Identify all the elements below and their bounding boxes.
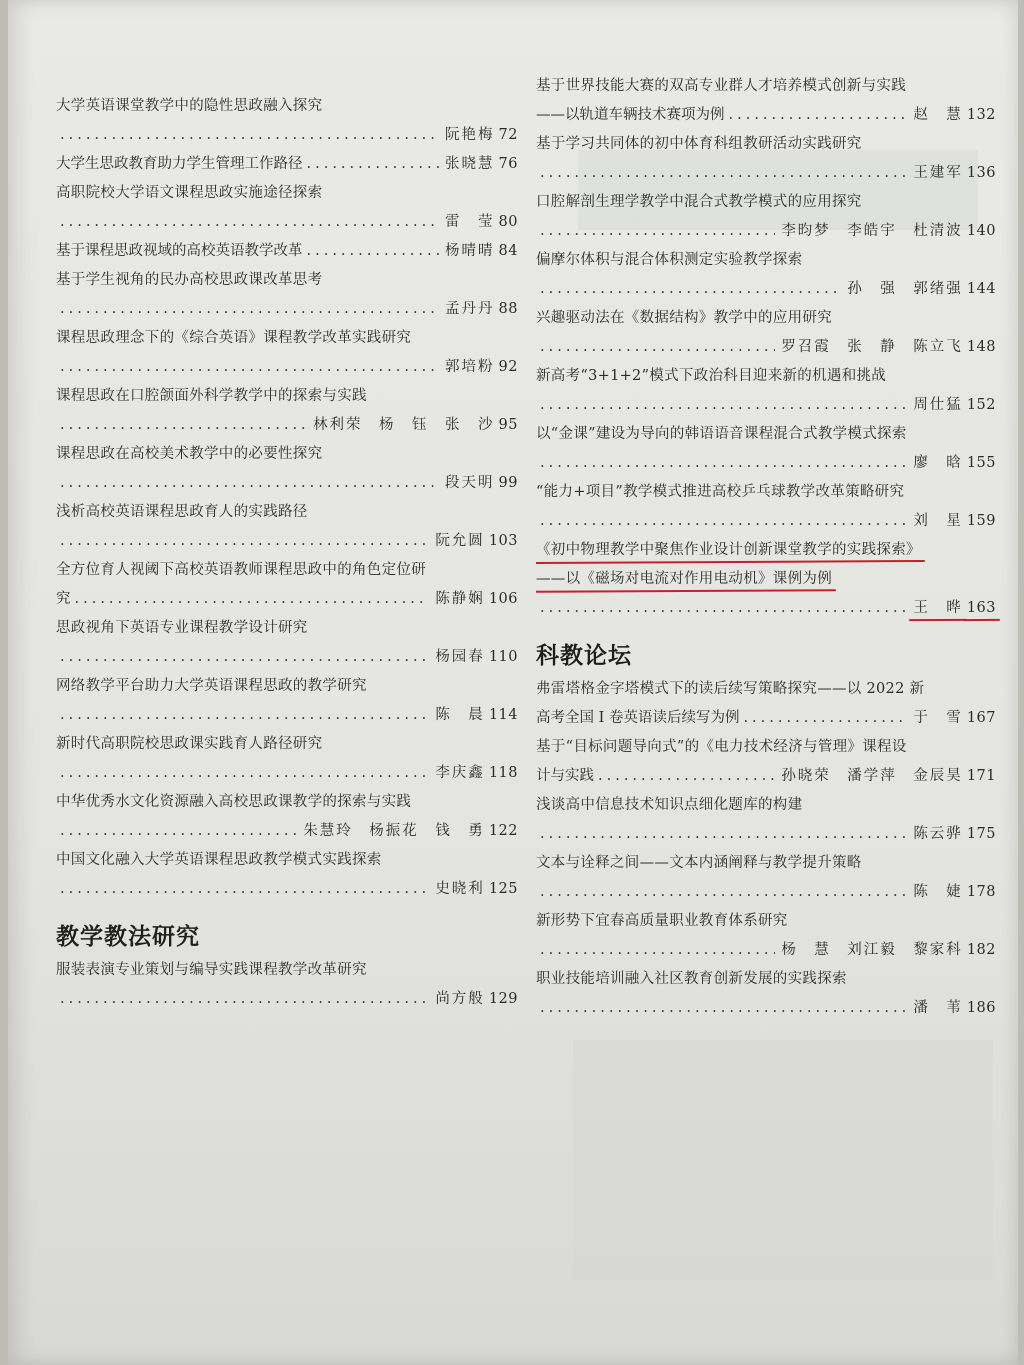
leader-dots <box>540 217 775 246</box>
leader-dots <box>540 994 907 1023</box>
toc-entry[interactable] <box>56 382 518 440</box>
toc-entry-author: 陈 婕 <box>913 884 963 900</box>
toc-entry-author: 段天明 <box>445 475 495 491</box>
toc-entry-page: 129 <box>488 991 518 1007</box>
toc-entry-page: 132 <box>966 107 996 123</box>
leader-dots <box>60 701 429 730</box>
toc-entry[interactable] <box>56 324 518 382</box>
toc-entry-leader-line <box>536 101 996 130</box>
toc-entry[interactable] <box>56 498 518 556</box>
toc-entry-author: 史晓利 <box>435 881 485 897</box>
toc-entry-page: 110 <box>488 649 518 665</box>
toc-entry-title: 课程思政在口腔颌面外科学教学中的探索与实践 <box>56 388 367 404</box>
toc-entry[interactable] <box>536 965 996 1023</box>
toc-entry-author: 杨园春 <box>435 649 485 665</box>
journal-contents-page <box>8 0 1018 1365</box>
toc-entry-page: 178 <box>966 884 996 900</box>
toc-entry-page: 140 <box>966 223 996 239</box>
toc-entry-leader-line <box>536 936 996 965</box>
toc-entry-leader-line <box>536 159 996 188</box>
highlighted-entry-subtitle: ——以《磁场对电流对作用电动机》课例为例 <box>536 565 832 594</box>
toc-entry-leader-line <box>536 762 996 791</box>
toc-entry[interactable] <box>56 788 518 846</box>
leader-dots <box>540 594 907 623</box>
leader-dots <box>75 585 430 614</box>
toc-entry[interactable] <box>536 478 996 536</box>
toc-entry-page: 106 <box>488 591 518 607</box>
toc-entry-leader-line <box>56 121 518 150</box>
leader-dots <box>60 353 439 382</box>
toc-entry-title: 中华优秀水文化资源融入高校思政课教学的探索与实践 <box>56 794 412 810</box>
toc-entry-title: 文本与诠释之间——文本内涵阐释与教学提升策略 <box>536 855 862 871</box>
toc-entry-title: 课程思政在高校美术教学中的必要性探究 <box>56 446 323 462</box>
toc-entry-title: 兴趣驱动法在《数据结构》教学中的应用研究 <box>536 310 832 326</box>
toc-entry-page: 186 <box>966 1000 996 1016</box>
toc-entry-page: 95 <box>498 417 518 433</box>
toc-entry[interactable] <box>536 675 996 733</box>
toc-entry-page: 175 <box>966 826 996 842</box>
contents-list-teaching-methods <box>56 956 518 1014</box>
toc-entry-page: 167 <box>966 710 996 726</box>
leader-dots <box>598 762 775 791</box>
toc-entry-author: 孙晓荣 潘学萍 金辰昊 <box>781 768 963 784</box>
toc-entry-author: 李庆鑫 <box>435 765 485 781</box>
toc-entry[interactable] <box>536 188 996 246</box>
toc-entry-page: 80 <box>498 214 518 230</box>
toc-entry[interactable] <box>56 672 518 730</box>
toc-entry-author: 杨晴晴 <box>445 243 495 259</box>
toc-entry-title-continued: 大学生思政教育助力学生管理工作路径 <box>56 156 303 172</box>
toc-entry-title: 高职院校大学语文课程思政实施途径探索 <box>56 185 323 201</box>
toc-entry-leader-line <box>56 585 518 614</box>
toc-entry[interactable] <box>56 237 518 266</box>
toc-entry-page: 159 <box>966 513 996 529</box>
leader-dots <box>60 817 297 846</box>
toc-entry-title: 偏摩尔体积与混合体积测定实验教学探索 <box>536 252 803 268</box>
toc-entry-author: 雷 莹 <box>445 214 495 230</box>
toc-entry-title-continued: 计与实践 <box>536 768 594 784</box>
toc-entry-page: 118 <box>488 765 518 781</box>
toc-entry[interactable] <box>536 791 996 849</box>
leader-dots <box>540 333 775 362</box>
toc-entry-title: 浅谈高中信息技术知识点细化题库的构建 <box>536 797 803 813</box>
toc-entry-title: 弗雷塔格金字塔模式下的读后续写策略探究——以 2022 新 <box>536 681 925 697</box>
leader-dots <box>60 208 439 237</box>
toc-entry-author: 朱慧玲 杨振花 钱 勇 <box>303 823 485 839</box>
toc-entry-author: 阮允圆 <box>435 533 485 549</box>
toc-entry-page: 122 <box>488 823 518 839</box>
toc-entry[interactable] <box>56 556 518 614</box>
toc-entry-author: 孟丹丹 <box>445 301 495 317</box>
toc-entry-leader-line <box>56 875 518 904</box>
toc-entry-title: 基于世界技能大赛的双高专业群人才培养模式创新与实践 <box>536 78 906 94</box>
toc-entry-leader-line <box>536 449 996 478</box>
toc-entry-author: 阮艳梅 <box>445 127 495 143</box>
toc-entry-title: 新时代高职院校思政课实践育人路径研究 <box>56 736 323 752</box>
toc-entry-author: 罗召霞 张 静 陈立飞 <box>781 339 963 355</box>
highlighted-entry-page: 163 <box>967 594 996 623</box>
spacer <box>56 904 518 918</box>
toc-entry-author: 李昀梦 李皓宇 杜清波 <box>781 223 963 239</box>
toc-entry-leader-line <box>56 237 518 266</box>
toc-entry-title: 新形势下宜春高质量职业教育体系研究 <box>536 913 788 929</box>
toc-entry[interactable] <box>56 179 518 237</box>
toc-entry-page: 76 <box>498 156 518 172</box>
spacer <box>536 623 996 637</box>
toc-entry-leader-line <box>56 985 518 1014</box>
leader-dots <box>60 527 429 556</box>
toc-entry-title: 浅析高校英语课程思政育人的实践路径 <box>56 504 308 520</box>
toc-entry-page: 136 <box>966 165 996 181</box>
toc-entry-page: 103 <box>488 533 518 549</box>
leader-dots <box>540 449 907 478</box>
toc-entry-title: 服装表演专业策划与编导实践课程教学改革研究 <box>56 962 367 978</box>
leader-dots <box>540 507 907 536</box>
toc-entry[interactable] <box>536 907 996 965</box>
leader-dots <box>540 391 907 420</box>
contents-list-right <box>536 72 996 536</box>
toc-entry-leader-line <box>536 878 996 907</box>
toc-entry-leader-line <box>536 217 996 246</box>
toc-entry-title: 大学英语课堂教学中的隐性思政融入探究 <box>56 98 323 114</box>
toc-entry-author: 孙 强 郭绪强 <box>847 281 963 297</box>
leader-dots <box>307 237 440 266</box>
toc-entry-page: 92 <box>498 359 518 375</box>
toc-entry-page: 88 <box>498 301 518 317</box>
toc-entry-page: 171 <box>966 768 996 784</box>
toc-entry-title: 基于学生视角的民办高校思政课改革思考 <box>56 272 323 288</box>
toc-entry-author: 郭培粉 <box>445 359 495 375</box>
toc-entry-title: 基于“目标问题导向式”的《电力技术经济与管理》课程设 <box>536 739 907 755</box>
toc-entry-author: 陈云骅 <box>913 826 963 842</box>
toc-entry[interactable] <box>56 730 518 788</box>
toc-entry[interactable] <box>56 92 518 150</box>
toc-entry-title: 以“金课”建设为导向的韩语语音课程混合式教学模式探索 <box>536 426 907 442</box>
toc-entry[interactable] <box>56 956 518 1014</box>
toc-entry-author: 张晓慧 <box>445 156 495 172</box>
toc-entry-author: 陈静娴 <box>435 591 485 607</box>
toc-entry-page: 72 <box>498 127 518 143</box>
toc-entry[interactable] <box>56 150 518 179</box>
leader-dots <box>60 985 429 1014</box>
toc-entry-leader-line <box>536 275 996 304</box>
leader-dots <box>743 704 907 733</box>
toc-entry-leader-line <box>56 295 518 324</box>
toc-entry-leader-line <box>56 353 518 382</box>
toc-entry-leader-line <box>56 150 518 179</box>
leader-dots <box>60 643 429 672</box>
section-heading-teaching-methods: 教学教法研究 <box>56 924 200 950</box>
toc-entry[interactable] <box>536 849 996 907</box>
toc-entry[interactable] <box>536 420 996 478</box>
toc-entry-leader-line <box>56 759 518 788</box>
toc-entry-leader-line <box>56 643 518 672</box>
toc-entry-page: 144 <box>966 281 996 297</box>
toc-entry-title-continued: 究 <box>56 591 71 607</box>
highlighted-entry[interactable] <box>536 536 996 623</box>
toc-entry[interactable] <box>56 614 518 672</box>
toc-entry-leader-line <box>536 507 996 536</box>
leader-dots <box>729 101 908 130</box>
toc-entry[interactable] <box>536 72 996 130</box>
toc-entry-title: “能力+项目”教学模式推进高校乒乓球教学改革策略研究 <box>536 484 905 500</box>
contents-column-right <box>536 72 996 1023</box>
leader-dots <box>60 875 429 904</box>
leader-dots <box>307 150 440 179</box>
highlighted-entry-title: 《初中物理教学中聚焦作业设计创新课堂教学的实践探索》 <box>536 536 921 565</box>
toc-entry-title: 全方位育人视阈下高校英语教师课程思政中的角色定位研 <box>56 562 426 578</box>
toc-entry-author: 潘 苇 <box>913 1000 963 1016</box>
toc-entry-leader-line <box>536 333 996 362</box>
toc-entry-leader-line <box>56 208 518 237</box>
toc-entry[interactable] <box>536 733 996 791</box>
toc-entry-author: 林利荣 杨 钰 张 沙 <box>313 417 495 433</box>
toc-entry-page: 182 <box>966 942 996 958</box>
toc-entry-title: 基于学习共同体的初中体育科组教研活动实践研究 <box>536 136 862 152</box>
toc-entry-page: 152 <box>966 397 996 413</box>
section-heading-science-forum: 科教论坛 <box>536 643 632 669</box>
toc-entry-title: 课程思政理念下的《综合英语》课程教学改革实践研究 <box>56 330 412 346</box>
toc-entry-author: 廖 晗 <box>913 455 963 471</box>
toc-entry[interactable] <box>536 304 996 362</box>
toc-entry-title: 思政视角下英语专业课程教学设计研究 <box>56 620 308 636</box>
leader-dots <box>540 936 775 965</box>
toc-entry-title-continued: ——以轨道车辆技术赛项为例 <box>536 107 725 123</box>
toc-entry-page: 114 <box>488 707 518 723</box>
toc-entry-leader-line <box>56 817 518 846</box>
toc-entry-page: 125 <box>488 881 518 897</box>
toc-entry-title: 网络教学平台助力大学英语课程思政的教学研究 <box>56 678 367 694</box>
toc-entry-title-continued: 高考全国 I 卷英语读后续写为例 <box>536 710 740 726</box>
highlighted-entry-author: 王 晔 <box>913 594 963 623</box>
toc-entry-page: 148 <box>966 339 996 355</box>
toc-entry-leader-line <box>536 820 996 849</box>
toc-entry-author: 赵 慧 <box>913 107 963 123</box>
toc-entry[interactable] <box>56 440 518 498</box>
toc-entry-author: 刘 星 <box>913 513 963 529</box>
toc-entry-title: 新高考“3+1+2”模式下政治科目迎来新的机遇和挑战 <box>536 368 887 384</box>
toc-entry-title: 口腔解剖生理学教学中混合式教学模式的应用探究 <box>536 194 862 210</box>
toc-entry-title: 职业技能培训融入社区教育创新发展的实践探索 <box>536 971 847 987</box>
toc-entry-author: 陈 晨 <box>435 707 485 723</box>
toc-entry[interactable] <box>536 130 996 188</box>
toc-entry[interactable] <box>56 266 518 324</box>
leader-dots <box>540 159 907 188</box>
toc-entry-author: 于 雪 <box>913 710 963 726</box>
toc-entry-leader-line <box>56 411 518 440</box>
leader-dots <box>540 275 841 304</box>
contents-list-science-forum <box>536 675 996 1023</box>
leader-dots <box>60 759 429 788</box>
toc-entry-title-continued: 基于课程思政视域的高校英语教学改革 <box>56 243 303 259</box>
toc-entry-leader-line <box>536 704 996 733</box>
leader-dots <box>60 411 307 440</box>
leader-dots <box>60 469 439 498</box>
toc-entry-page: 155 <box>966 455 996 471</box>
toc-entry[interactable] <box>536 246 996 304</box>
toc-entry-page: 84 <box>498 243 518 259</box>
toc-entry-author: 王建军 <box>913 165 963 181</box>
toc-entry-title: 中国文化融入大学英语课程思政教学模式实践探索 <box>56 852 382 868</box>
toc-entry-author: 杨 慧 刘江毅 黎家科 <box>781 942 963 958</box>
toc-entry-leader-line <box>56 527 518 556</box>
toc-entry[interactable] <box>56 846 518 904</box>
bleed-through-panel-lower <box>573 1040 993 1280</box>
toc-entry-page: 99 <box>498 475 518 491</box>
toc-entry-leader-line <box>536 391 996 420</box>
toc-entry-leader-line <box>56 701 518 730</box>
leader-dots <box>540 820 907 849</box>
toc-entry-leader-line <box>536 994 996 1023</box>
leader-dots <box>60 121 439 150</box>
toc-entry-author: 周仕猛 <box>913 397 963 413</box>
leader-dots <box>540 878 907 907</box>
toc-entry-author: 尚方般 <box>435 991 485 1007</box>
contents-column-left <box>56 92 518 1014</box>
leader-dots <box>60 295 439 324</box>
toc-entry[interactable] <box>536 362 996 420</box>
toc-entry-leader-line <box>56 469 518 498</box>
contents-list-left <box>56 92 518 904</box>
